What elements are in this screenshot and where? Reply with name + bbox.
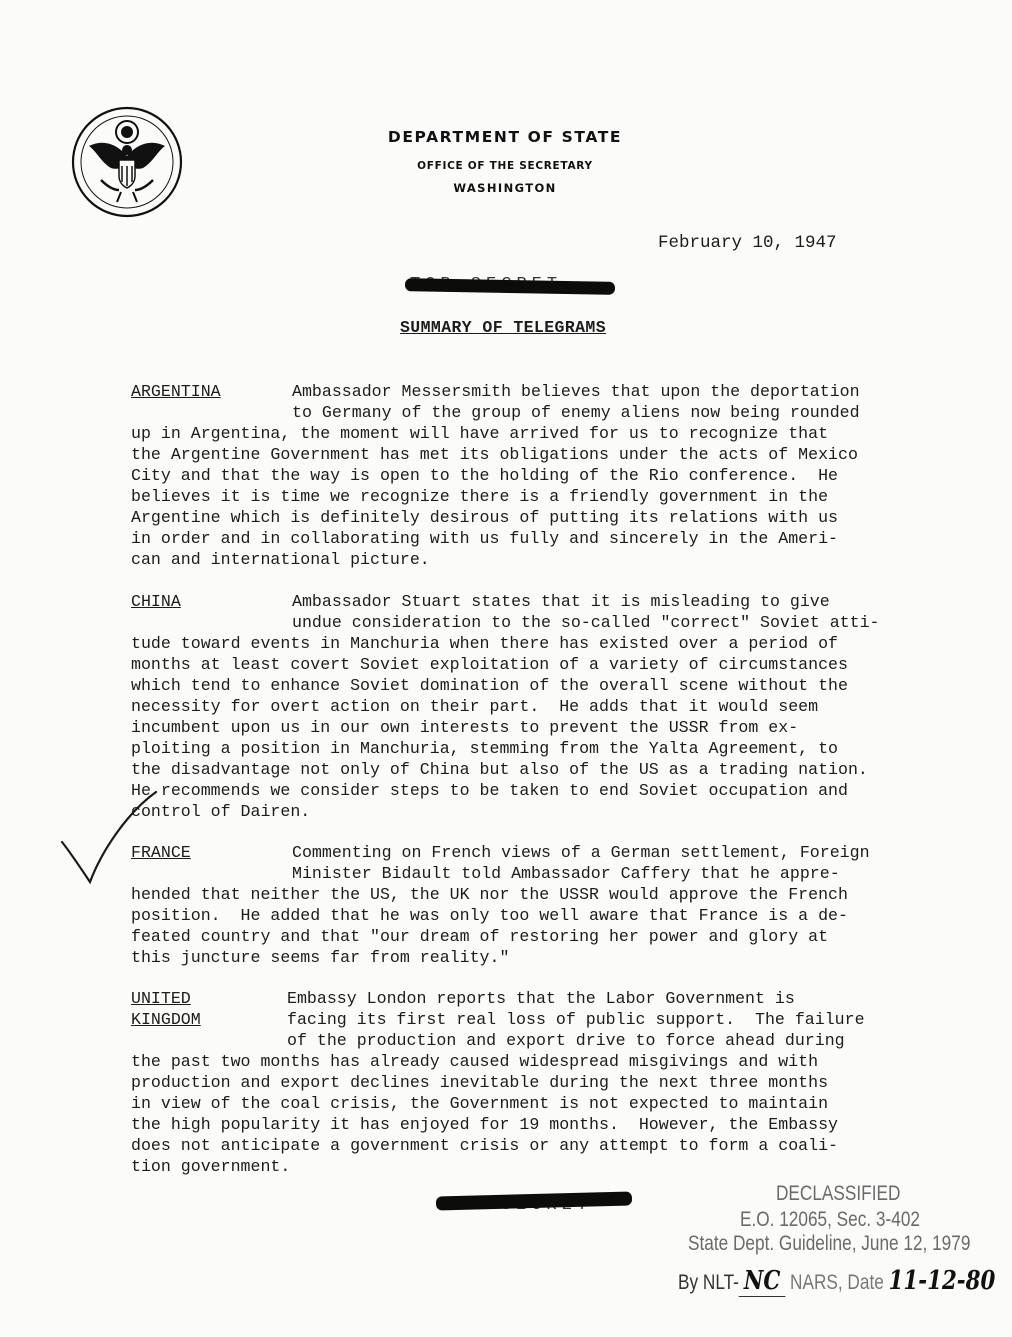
body-line: Ambassador Stuart states that it is misleading to give: [292, 592, 830, 611]
declassified-stamp-authority: [678, 1266, 995, 1296]
body-line: tion government.: [131, 1157, 291, 1176]
body-line: facing its first real loss of public support. The failure: [287, 1010, 865, 1029]
stamp-handwritten-initials: NC: [739, 1266, 785, 1297]
summary-title: SUMMARY OF TELEGRAMS: [400, 318, 607, 337]
body-line: production and export declines inevitable during the next three months: [131, 1073, 829, 1092]
body-line: hended that neither the US, the UK nor the USSR would approve the French: [131, 885, 848, 904]
document-date: February 10, 1947: [658, 233, 837, 253]
body-line: of the production and export drive to force ahead during: [287, 1031, 845, 1050]
body-line: the past two months has already caused widespread misgivings and with: [131, 1052, 819, 1071]
department-seal: [71, 106, 183, 218]
body-line: in view of the coal crisis, the Government is not expected to maintain: [131, 1094, 829, 1113]
body-line: Embassy London reports that the Labor Government is: [287, 989, 795, 1008]
declassified-stamp-guideline: State Dept. Guideline, June 12, 1979: [688, 1232, 971, 1255]
redaction-bar-bottom: [436, 1191, 632, 1210]
body-line: the high popularity it has enjoyed for 19 months. However, the Embassy: [131, 1115, 839, 1134]
body-line: He recommends we consider steps to be taken to end Soviet occupation and: [131, 781, 848, 800]
body-line: control of Dairen.: [131, 802, 311, 821]
body-line: up in Argentina, the moment will have arrived for us to recognize that: [131, 424, 829, 443]
section-france: [131, 842, 931, 968]
section-label: UNITED: [131, 989, 191, 1008]
body-line: can and international picture.: [131, 550, 430, 569]
body-line: does not anticipate a government crisis or any attempt to form a coali-: [131, 1136, 839, 1155]
body-line: which tend to enhance Soviet domination of the overall scene without the: [131, 676, 848, 695]
body-line: necessity for overt action on their part. He adds that it would seem: [131, 697, 819, 716]
section-label: KINGDOM: [131, 1010, 201, 1029]
body-line: the disadvantage not only of China but also of the US as a trading nation.: [131, 760, 868, 779]
declassified-stamp-order: E.O. 12065, Sec. 3-402: [740, 1208, 920, 1231]
body-line: believes it is time we recognize there is a friendly government in the: [131, 487, 829, 506]
stamp-by-prefix: By NLT-: [678, 1271, 739, 1294]
body-line: undue consideration to the so-called "correct" Soviet atti-: [292, 613, 880, 632]
letterhead-city: WASHINGTON: [453, 181, 557, 195]
stamp-nars-date: NARS, Date: [790, 1271, 884, 1294]
body-line: Ambassador Messersmith believes that upon the deportation: [292, 382, 860, 401]
body-line: City and that the way is open to the holding of the Rio conference. He: [131, 466, 839, 485]
body-line: Argentine which is definitely desirous of putting its relations with us: [131, 508, 839, 527]
body-line: in order and in collaborating with us fully and sincerely in the Ameri-: [131, 529, 839, 548]
body-line: ploiting a position in Manchuria, stemming from the Yalta Agreement, to: [131, 739, 839, 758]
body-line: this juncture seems far from reality.": [131, 948, 510, 967]
body-line: position. He added that he was only too well aware that France is a de-: [131, 906, 848, 925]
body-line: the Argentine Government has met its obligations under the acts of Mexico: [131, 445, 858, 464]
declassified-stamp-title: DECLASSIFIED: [776, 1182, 901, 1205]
body-line: feated country and that "our dream of restoring her power and glory at: [131, 927, 829, 946]
stamp-handwritten-date: 11-12-80: [888, 1266, 996, 1296]
section-label: FRANCE: [131, 843, 191, 862]
section-label: CHINA: [131, 592, 181, 611]
body-line: tude toward events in Manchuria when there has existed over a period of: [131, 634, 839, 653]
body-line: Commenting on French views of a German settlement, Foreign: [292, 843, 870, 862]
section-united-kingdom: [131, 988, 931, 1177]
body-line: months at least covert Soviet exploitation of a variety of circumstances: [131, 655, 848, 674]
checkmark-icon: [58, 790, 198, 890]
section-label: ARGENTINA: [131, 382, 221, 401]
letterhead-office: OFFICE OF THE SECRETARY: [417, 160, 593, 172]
body-line: incumbent upon us in our own interests to prevent the USSR from ex-: [131, 718, 799, 737]
letterhead-department: DEPARTMENT OF STATE: [387, 128, 623, 146]
section-argentina: [131, 381, 931, 570]
body-line: to Germany of the group of enemy aliens now being rounded: [292, 403, 860, 422]
section-china: [131, 591, 931, 822]
body-line: Minister Bidault told Ambassador Caffery that he appre-: [292, 864, 840, 883]
